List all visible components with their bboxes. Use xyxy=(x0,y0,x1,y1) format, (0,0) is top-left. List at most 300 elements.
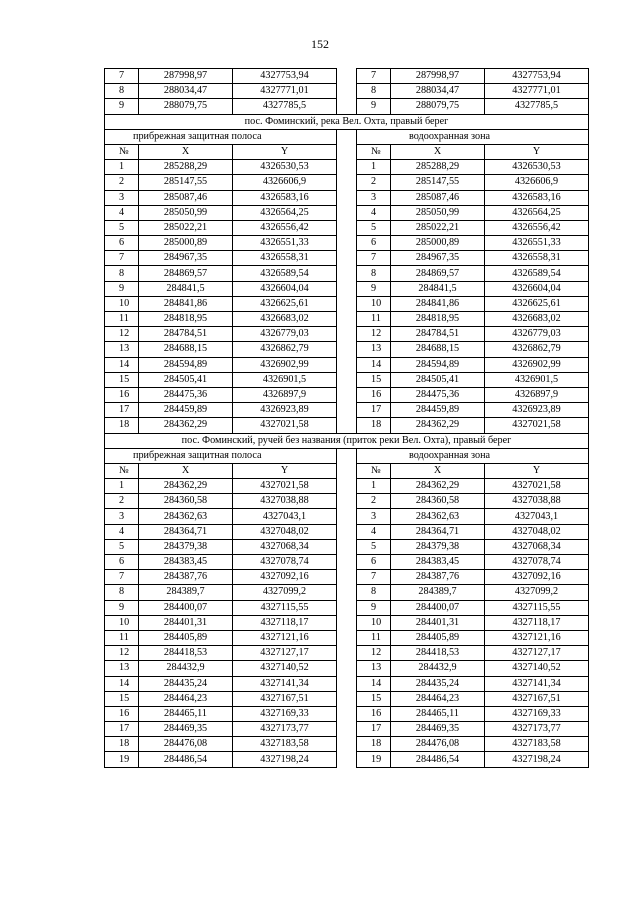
column-gap xyxy=(337,372,357,387)
column-gap xyxy=(337,418,357,433)
column-gap xyxy=(337,266,357,281)
point-number: 16 xyxy=(105,387,139,402)
x-coordinate: 285000,89 xyxy=(139,236,233,251)
x-coordinate: 284389,7 xyxy=(391,585,485,600)
point-number: 18 xyxy=(357,418,391,433)
section-title-row xyxy=(105,114,589,129)
table-row xyxy=(105,99,589,114)
column-gap xyxy=(337,676,357,691)
y-coordinate: 4327118,17 xyxy=(485,615,589,630)
point-number: 6 xyxy=(357,236,391,251)
y-coordinate: 4326862,79 xyxy=(233,342,337,357)
y-coordinate: 4327021,58 xyxy=(485,418,589,433)
column-gap xyxy=(337,327,357,342)
x-coordinate: 285288,29 xyxy=(139,160,233,175)
point-number: 8 xyxy=(105,585,139,600)
point-number: 5 xyxy=(357,220,391,235)
column-gap xyxy=(337,342,357,357)
point-number: 10 xyxy=(105,296,139,311)
point-number: 8 xyxy=(357,84,391,99)
x-coordinate: 285050,99 xyxy=(139,205,233,220)
coordinates-table xyxy=(104,68,589,768)
section-title: пос. Фоминский, река Вел. Охта, правый берег xyxy=(105,114,589,129)
x-coordinate: 284400,07 xyxy=(391,600,485,615)
column-gap xyxy=(337,646,357,661)
table-row xyxy=(105,205,589,220)
y-coordinate: 4327043,1 xyxy=(233,509,337,524)
x-coordinate: 284784,51 xyxy=(139,327,233,342)
y-coordinate: 4326530,53 xyxy=(485,160,589,175)
y-coordinate: 4326551,33 xyxy=(485,236,589,251)
x-coordinate: 284362,29 xyxy=(139,479,233,494)
y-coordinate: 4327753,94 xyxy=(233,69,337,84)
x-coordinate: 284383,45 xyxy=(139,555,233,570)
x-coordinate: 284505,41 xyxy=(391,372,485,387)
table-row xyxy=(105,600,589,615)
column-gap xyxy=(337,539,357,554)
x-coordinate: 284362,29 xyxy=(139,418,233,433)
table-row xyxy=(105,220,589,235)
y-coordinate: 4327115,55 xyxy=(233,600,337,615)
column-gap xyxy=(337,737,357,752)
point-number: 2 xyxy=(105,494,139,509)
x-coordinate: 285147,55 xyxy=(139,175,233,190)
table-row xyxy=(105,752,589,767)
x-coordinate: 284432,9 xyxy=(391,661,485,676)
y-coordinate: 4326901,5 xyxy=(233,372,337,387)
point-number: 14 xyxy=(357,357,391,372)
y-coordinate: 4326556,42 xyxy=(485,220,589,235)
y-coordinate: 4327167,51 xyxy=(485,691,589,706)
zone-label-row xyxy=(105,129,589,144)
y-coordinate: 4327198,24 xyxy=(485,752,589,767)
x-coordinate: 284818,95 xyxy=(139,312,233,327)
y-coordinate: 4326583,16 xyxy=(233,190,337,205)
table-row xyxy=(105,296,589,311)
x-coordinate: 284464,23 xyxy=(391,691,485,706)
y-coordinate: 4326862,79 xyxy=(485,342,589,357)
table-row xyxy=(105,266,589,281)
column-header: № xyxy=(105,463,139,478)
column-gap xyxy=(337,448,357,463)
x-coordinate: 284841,5 xyxy=(391,281,485,296)
point-number: 14 xyxy=(105,357,139,372)
y-coordinate: 4327048,02 xyxy=(233,524,337,539)
y-coordinate: 4326625,61 xyxy=(485,296,589,311)
table-row xyxy=(105,646,589,661)
point-number: 13 xyxy=(357,342,391,357)
point-number: 4 xyxy=(357,524,391,539)
table-row xyxy=(105,251,589,266)
x-coordinate: 284476,08 xyxy=(391,737,485,752)
point-number: 11 xyxy=(357,630,391,645)
y-coordinate: 4327140,52 xyxy=(233,661,337,676)
y-coordinate: 4326583,16 xyxy=(485,190,589,205)
x-coordinate: 284869,57 xyxy=(391,266,485,281)
y-coordinate: 4326779,03 xyxy=(233,327,337,342)
y-coordinate: 4326589,54 xyxy=(485,266,589,281)
table-row xyxy=(105,342,589,357)
point-number: 5 xyxy=(357,539,391,554)
x-coordinate: 284459,89 xyxy=(139,403,233,418)
y-coordinate: 4327092,16 xyxy=(485,570,589,585)
x-coordinate: 284387,76 xyxy=(391,570,485,585)
table-row xyxy=(105,494,589,509)
column-header: Y xyxy=(233,144,337,159)
column-header: Y xyxy=(485,463,589,478)
x-coordinate: 284688,15 xyxy=(391,342,485,357)
point-number: 17 xyxy=(105,403,139,418)
point-number: 2 xyxy=(105,175,139,190)
y-coordinate: 4327043,1 xyxy=(485,509,589,524)
x-coordinate: 285000,89 xyxy=(391,236,485,251)
point-number: 9 xyxy=(105,281,139,296)
point-number: 2 xyxy=(357,175,391,190)
x-coordinate: 284435,24 xyxy=(139,676,233,691)
y-coordinate: 4326606,9 xyxy=(233,175,337,190)
point-number: 6 xyxy=(357,555,391,570)
point-number: 13 xyxy=(105,661,139,676)
table-row xyxy=(105,190,589,205)
point-number: 16 xyxy=(357,706,391,721)
column-header: № xyxy=(357,463,391,478)
x-coordinate: 284486,54 xyxy=(391,752,485,767)
x-coordinate: 285288,29 xyxy=(391,160,485,175)
y-coordinate: 4326923,89 xyxy=(485,403,589,418)
point-number: 7 xyxy=(105,570,139,585)
table-row xyxy=(105,706,589,721)
y-coordinate: 4327183,58 xyxy=(233,737,337,752)
table-row xyxy=(105,524,589,539)
x-coordinate: 284967,35 xyxy=(391,251,485,266)
point-number: 13 xyxy=(357,661,391,676)
table-row xyxy=(105,479,589,494)
column-gap xyxy=(337,509,357,524)
point-number: 8 xyxy=(105,266,139,281)
column-gap xyxy=(337,570,357,585)
y-coordinate: 4327169,33 xyxy=(485,706,589,721)
table-row xyxy=(105,555,589,570)
coastal-strip-label: прибрежная защитная полоса xyxy=(105,448,337,463)
table-row xyxy=(105,327,589,342)
point-number: 8 xyxy=(357,266,391,281)
y-coordinate: 4327771,01 xyxy=(485,84,589,99)
x-coordinate: 284841,86 xyxy=(139,296,233,311)
x-coordinate: 284818,95 xyxy=(391,312,485,327)
table-row xyxy=(105,722,589,737)
point-number: 15 xyxy=(105,372,139,387)
column-gap xyxy=(337,752,357,767)
point-number: 18 xyxy=(105,418,139,433)
x-coordinate: 284400,07 xyxy=(139,600,233,615)
zone-label-row xyxy=(105,448,589,463)
column-gap xyxy=(337,160,357,175)
column-gap xyxy=(337,600,357,615)
point-number: 17 xyxy=(357,722,391,737)
point-number: 1 xyxy=(105,160,139,175)
column-gap xyxy=(337,387,357,402)
y-coordinate: 4326902,99 xyxy=(233,357,337,372)
y-coordinate: 4327099,2 xyxy=(233,585,337,600)
x-coordinate: 288034,47 xyxy=(139,84,233,99)
column-header: № xyxy=(105,144,139,159)
table-row xyxy=(105,236,589,251)
column-gap xyxy=(337,251,357,266)
point-number: 7 xyxy=(357,251,391,266)
x-coordinate: 284387,76 xyxy=(139,570,233,585)
column-gap xyxy=(337,175,357,190)
point-number: 6 xyxy=(105,236,139,251)
point-number: 9 xyxy=(105,99,139,114)
x-coordinate: 285147,55 xyxy=(391,175,485,190)
point-number: 12 xyxy=(357,646,391,661)
point-number: 18 xyxy=(105,737,139,752)
point-number: 3 xyxy=(357,190,391,205)
point-number: 4 xyxy=(357,205,391,220)
y-coordinate: 4327167,51 xyxy=(233,691,337,706)
point-number: 7 xyxy=(105,251,139,266)
table-row xyxy=(105,281,589,296)
y-coordinate: 4326530,53 xyxy=(233,160,337,175)
x-coordinate: 285087,46 xyxy=(391,190,485,205)
point-number: 1 xyxy=(357,160,391,175)
x-coordinate: 284784,51 xyxy=(391,327,485,342)
column-gap xyxy=(337,84,357,99)
y-coordinate: 4327038,88 xyxy=(233,494,337,509)
table-row xyxy=(105,691,589,706)
point-number: 10 xyxy=(357,296,391,311)
y-coordinate: 4327115,55 xyxy=(485,600,589,615)
point-number: 7 xyxy=(105,69,139,84)
point-number: 11 xyxy=(357,312,391,327)
y-coordinate: 4327038,88 xyxy=(485,494,589,509)
column-gap xyxy=(337,296,357,311)
column-header: X xyxy=(391,463,485,478)
y-coordinate: 4326556,42 xyxy=(233,220,337,235)
column-gap xyxy=(337,403,357,418)
column-gap xyxy=(337,205,357,220)
table-row xyxy=(105,357,589,372)
column-gap xyxy=(337,236,357,251)
column-gap xyxy=(337,630,357,645)
point-number: 15 xyxy=(105,691,139,706)
y-coordinate: 4326683,02 xyxy=(233,312,337,327)
y-coordinate: 4327127,17 xyxy=(233,646,337,661)
x-coordinate: 284469,35 xyxy=(139,722,233,737)
point-number: 14 xyxy=(105,676,139,691)
point-number: 7 xyxy=(357,69,391,84)
y-coordinate: 4327021,58 xyxy=(233,479,337,494)
y-coordinate: 4326558,31 xyxy=(485,251,589,266)
x-coordinate: 284435,24 xyxy=(391,676,485,691)
x-coordinate: 284405,89 xyxy=(139,630,233,645)
x-coordinate: 284476,08 xyxy=(139,737,233,752)
x-coordinate: 284475,36 xyxy=(139,387,233,402)
y-coordinate: 4327068,34 xyxy=(485,539,589,554)
column-gap xyxy=(337,144,357,159)
point-number: 17 xyxy=(105,722,139,737)
y-coordinate: 4327048,02 xyxy=(485,524,589,539)
y-coordinate: 4326551,33 xyxy=(233,236,337,251)
point-number: 9 xyxy=(357,281,391,296)
y-coordinate: 4326923,89 xyxy=(233,403,337,418)
x-coordinate: 285022,21 xyxy=(391,220,485,235)
column-gap xyxy=(337,220,357,235)
point-number: 1 xyxy=(105,479,139,494)
column-header: Y xyxy=(485,144,589,159)
water-protection-zone-label: водоохранная зона xyxy=(357,129,589,144)
point-number: 8 xyxy=(357,585,391,600)
x-coordinate: 284418,53 xyxy=(391,646,485,661)
x-coordinate: 284967,35 xyxy=(139,251,233,266)
y-coordinate: 4327169,33 xyxy=(233,706,337,721)
y-coordinate: 4326897,9 xyxy=(485,387,589,402)
y-coordinate: 4326564,25 xyxy=(233,205,337,220)
point-number: 12 xyxy=(105,646,139,661)
point-number: 15 xyxy=(357,691,391,706)
column-gap xyxy=(337,494,357,509)
point-number: 11 xyxy=(105,630,139,645)
point-number: 3 xyxy=(357,509,391,524)
table-row xyxy=(105,372,589,387)
y-coordinate: 4327021,58 xyxy=(485,479,589,494)
y-coordinate: 4327141,34 xyxy=(233,676,337,691)
y-coordinate: 4327173,77 xyxy=(485,722,589,737)
point-number: 6 xyxy=(105,555,139,570)
point-number: 18 xyxy=(357,737,391,752)
x-coordinate: 285087,46 xyxy=(139,190,233,205)
x-coordinate: 284360,58 xyxy=(139,494,233,509)
point-number: 13 xyxy=(105,342,139,357)
x-coordinate: 285050,99 xyxy=(391,205,485,220)
x-coordinate: 288079,75 xyxy=(139,99,233,114)
x-coordinate: 285022,21 xyxy=(139,220,233,235)
column-header: X xyxy=(139,144,233,159)
table-row xyxy=(105,539,589,554)
y-coordinate: 4326558,31 xyxy=(233,251,337,266)
x-coordinate: 284465,11 xyxy=(391,706,485,721)
y-coordinate: 4327092,16 xyxy=(233,570,337,585)
y-coordinate: 4327173,77 xyxy=(233,722,337,737)
y-coordinate: 4327198,24 xyxy=(233,752,337,767)
point-number: 14 xyxy=(357,676,391,691)
table-row xyxy=(105,661,589,676)
column-gap xyxy=(337,357,357,372)
table-row xyxy=(105,615,589,630)
column-gap xyxy=(337,661,357,676)
x-coordinate: 284364,71 xyxy=(391,524,485,539)
column-gap xyxy=(337,585,357,600)
column-gap xyxy=(337,312,357,327)
table-row xyxy=(105,585,589,600)
y-coordinate: 4327127,17 xyxy=(485,646,589,661)
x-coordinate: 284594,89 xyxy=(391,357,485,372)
x-coordinate: 284459,89 xyxy=(391,403,485,418)
column-gap xyxy=(337,706,357,721)
y-coordinate: 4326604,04 xyxy=(233,281,337,296)
point-number: 12 xyxy=(105,327,139,342)
point-number: 9 xyxy=(357,99,391,114)
y-coordinate: 4327078,74 xyxy=(485,555,589,570)
x-coordinate: 284475,36 xyxy=(391,387,485,402)
y-coordinate: 4327118,17 xyxy=(233,615,337,630)
y-coordinate: 4326604,04 xyxy=(485,281,589,296)
point-number: 16 xyxy=(105,706,139,721)
y-coordinate: 4327121,16 xyxy=(233,630,337,645)
x-coordinate: 284362,29 xyxy=(391,479,485,494)
column-gap xyxy=(337,281,357,296)
y-coordinate: 4327140,52 xyxy=(485,661,589,676)
x-coordinate: 288079,75 xyxy=(391,99,485,114)
x-coordinate: 284505,41 xyxy=(139,372,233,387)
point-number: 9 xyxy=(357,600,391,615)
y-coordinate: 4327753,94 xyxy=(485,69,589,84)
table-row xyxy=(105,737,589,752)
column-gap xyxy=(337,722,357,737)
y-coordinate: 4326683,02 xyxy=(485,312,589,327)
column-gap xyxy=(337,555,357,570)
x-coordinate: 284360,58 xyxy=(391,494,485,509)
x-coordinate: 284465,11 xyxy=(139,706,233,721)
table-row xyxy=(105,630,589,645)
x-coordinate: 287998,97 xyxy=(391,69,485,84)
section-title-row xyxy=(105,433,589,448)
x-coordinate: 284362,29 xyxy=(391,418,485,433)
y-coordinate: 4326897,9 xyxy=(233,387,337,402)
y-coordinate: 4326606,9 xyxy=(485,175,589,190)
column-header: X xyxy=(391,144,485,159)
table-row xyxy=(105,418,589,433)
point-number: 11 xyxy=(105,312,139,327)
x-coordinate: 284469,35 xyxy=(391,722,485,737)
column-gap xyxy=(337,691,357,706)
y-coordinate: 4326902,99 xyxy=(485,357,589,372)
column-gap xyxy=(337,524,357,539)
column-header-row xyxy=(105,463,589,478)
point-number: 19 xyxy=(357,752,391,767)
x-coordinate: 284362,63 xyxy=(391,509,485,524)
point-number: 19 xyxy=(105,752,139,767)
table-row xyxy=(105,387,589,402)
point-number: 16 xyxy=(357,387,391,402)
table-row xyxy=(105,312,589,327)
y-coordinate: 4327785,5 xyxy=(233,99,337,114)
point-number: 9 xyxy=(105,600,139,615)
x-coordinate: 284389,7 xyxy=(139,585,233,600)
x-coordinate: 284401,31 xyxy=(139,615,233,630)
column-gap xyxy=(337,463,357,478)
x-coordinate: 284486,54 xyxy=(139,752,233,767)
x-coordinate: 284688,15 xyxy=(139,342,233,357)
x-coordinate: 284405,89 xyxy=(391,630,485,645)
column-header: X xyxy=(139,463,233,478)
column-gap xyxy=(337,99,357,114)
x-coordinate: 284841,5 xyxy=(139,281,233,296)
y-coordinate: 4327183,58 xyxy=(485,737,589,752)
column-header-row xyxy=(105,144,589,159)
y-coordinate: 4327099,2 xyxy=(485,585,589,600)
y-coordinate: 4326625,61 xyxy=(233,296,337,311)
point-number: 5 xyxy=(105,539,139,554)
x-coordinate: 284379,38 xyxy=(139,539,233,554)
x-coordinate: 284418,53 xyxy=(139,646,233,661)
column-gap xyxy=(337,615,357,630)
x-coordinate: 284364,71 xyxy=(139,524,233,539)
y-coordinate: 4327068,34 xyxy=(233,539,337,554)
section-title: пос. Фоминский, ручей без названия (приток реки Вел. Охта), правый берег xyxy=(105,433,589,448)
table-row xyxy=(105,160,589,175)
y-coordinate: 4326589,54 xyxy=(233,266,337,281)
